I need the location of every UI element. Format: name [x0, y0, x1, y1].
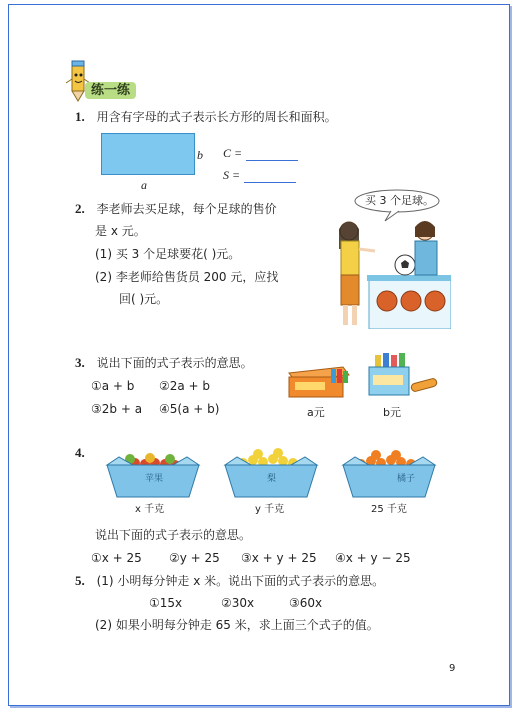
q2-sub2b: 回( )元。 — [119, 292, 169, 306]
crate-word-orange: 橘子 — [397, 474, 416, 484]
pear-weight-label: y 千克 — [255, 504, 285, 515]
page-number: 9 — [449, 663, 456, 674]
rect-label-a: a — [141, 178, 147, 192]
rectangle-figure — [101, 133, 195, 175]
orange-crate — [339, 443, 439, 503]
crayon-price-label: a元 — [307, 406, 325, 419]
shop-illustration — [321, 189, 451, 333]
apple-weight-label: x 千克 — [135, 504, 165, 515]
q2-line2: 是 x 元。 — [95, 224, 146, 238]
q5-item-2: ②30x — [221, 596, 255, 610]
q4-text: 说出下面的式子表示的意思。 — [95, 528, 252, 542]
paint-set-icon — [361, 351, 441, 403]
q4-item-1: ①x + 25 — [91, 551, 142, 565]
q4-item-2: ②y + 25 — [169, 551, 220, 565]
q3-item-3: ③2b + a — [91, 402, 143, 416]
q1-text: 用含有字母的式子表示长方形的周长和面积。 — [96, 110, 337, 124]
area-answer-line[interactable] — [244, 170, 296, 183]
q1-number: 1. — [75, 109, 85, 124]
crate-word-pear: 梨 — [267, 474, 277, 484]
speech-bubble-text: 买 3 个足球。 — [365, 194, 434, 207]
crayon-box-icon — [283, 359, 353, 403]
paint-price-label: b元 — [383, 406, 401, 419]
page — [8, 4, 510, 706]
area-label: S = — [223, 168, 241, 182]
q2-sub1: (1) 买 3 个足球要花( )元。 — [95, 247, 241, 261]
q5-number: 5. — [75, 573, 85, 588]
perimeter-answer-line[interactable] — [246, 148, 298, 161]
rect-label-b: b — [197, 148, 203, 162]
q4-item-3: ③x + y + 25 — [241, 551, 317, 565]
q3-item-1: ①a + b — [91, 379, 135, 393]
q3-item-4: ④5(a + b) — [159, 402, 220, 416]
q5-sub2: (2) 如果小明每分钟走 65 米，求上面三个式子的值。 — [95, 618, 379, 632]
q5-item-3: ③60x — [289, 596, 323, 610]
q3-item-2: ②2a + b — [159, 379, 211, 393]
q3-number: 3. — [75, 355, 85, 370]
q2-line1: 李老师去买足球，每个足球的售价 — [96, 202, 277, 216]
q5-item-1: ①15x — [149, 596, 183, 610]
q2-sub2a: (2) 李老师给售货员 200 元，应找 — [95, 270, 279, 284]
q5-sub1: (1) 小明每分钟走 x 米。说出下面的式子表示的意思。 — [96, 574, 385, 588]
q4-item-4: ④x + y − 25 — [335, 551, 411, 565]
q3-text: 说出下面的式子表示的意思。 — [96, 356, 253, 370]
section-title: 练一练 — [85, 82, 136, 99]
crate-word-apple: 苹果 — [145, 474, 164, 484]
q2-number: 2. — [75, 201, 85, 216]
perimeter-label: C = — [223, 146, 243, 160]
orange-weight-label: 25 千克 — [371, 504, 407, 515]
q4-number: 4. — [75, 445, 85, 460]
